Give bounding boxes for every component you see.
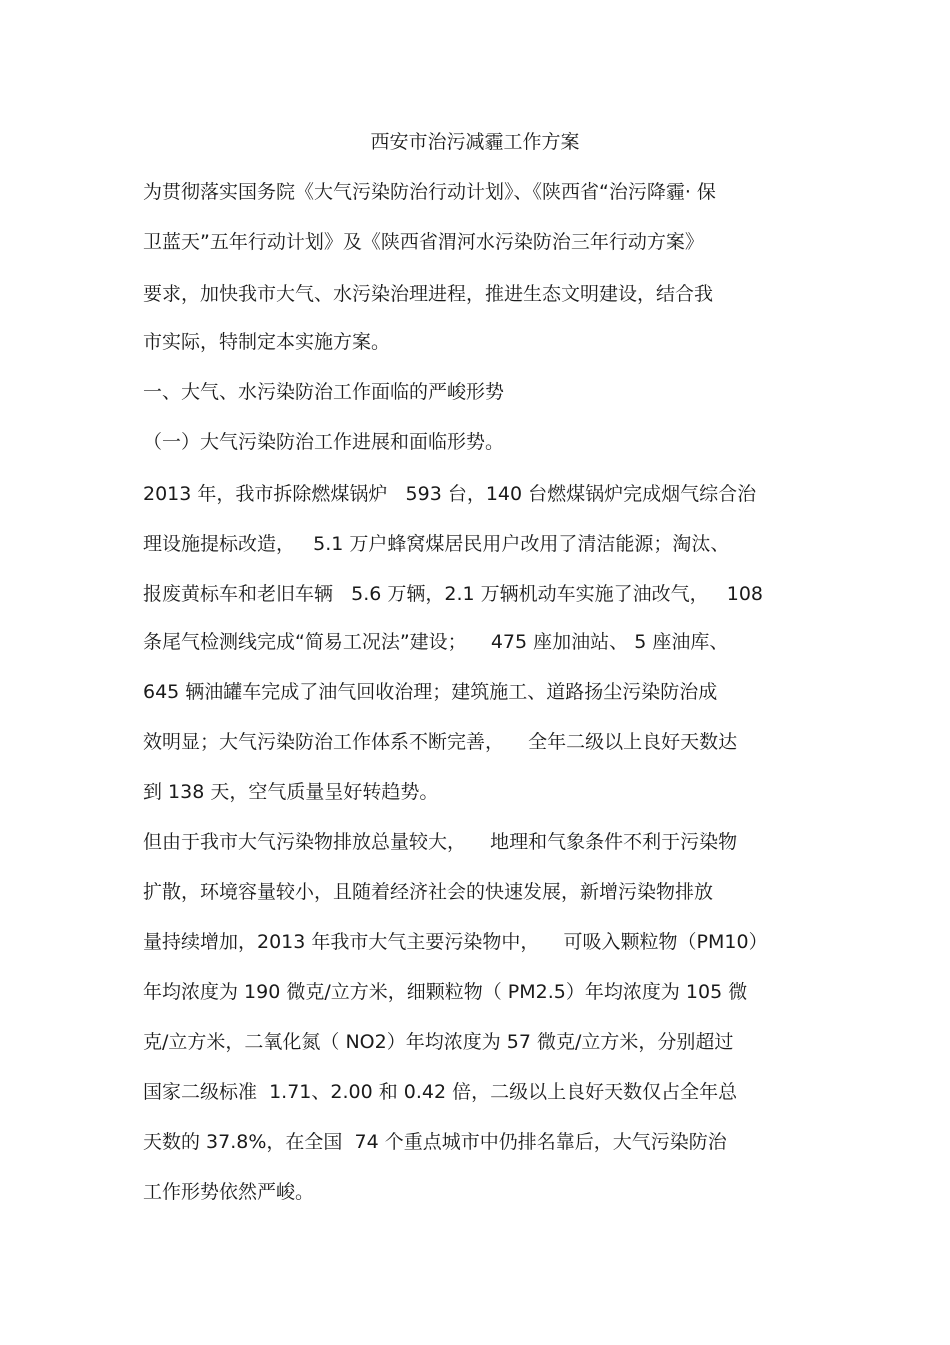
paragraph-line: 到 138 天，空气质量呈好转趋势。 [143,781,439,803]
document-title: 西安市治污减霾工作方案 [370,131,580,153]
paragraph-line: 为贯彻落实国务院《大气污染防治行动计划》、《陕西省“治污降霾· 保 [143,181,716,203]
paragraph-line: 国家二级标准 1.71、2.00 和 0.42 倍，二级以上良好天数仅占全年总 [143,1081,738,1103]
paragraph-line: 但由于我市大气污染物排放总量较大， 地理和气象条件不利于污染物 [143,831,738,853]
paragraph-line: 卫蓝天”五年行动计划》及《陕西省渭河水污染防治三年行动方案》 [143,231,704,253]
paragraph-line: 2013 年，我市拆除燃煤锅炉 593 台，140 台燃煤锅炉完成烟气综合治 [143,483,757,505]
paragraph-line: 645 辆油罐车完成了油气回收治理；建筑施工、道路扬尘污染防治成 [143,681,718,703]
paragraph-line: 克/立方米，二氧化氮（ NO2）年均浓度为 57 微克/立方米，分别超过 [143,1031,734,1053]
paragraph-line: 市实际，特制定本实施方案。 [143,331,391,353]
paragraph-line: 理设施提标改造， 5.1 万户蜂窝煤居民用户改用了清洁能源；淘汰、 [143,533,730,555]
paragraph-line: 报废黄标车和老旧车辆 5.6 万辆，2.1 万辆机动车实施了油改气， 108 [143,583,764,605]
paragraph-line: 天数的 37.8%，在全国 74 个重点城市中仍排名靠后，大气污染防治 [143,1131,727,1153]
section-heading: 一、大气、水污染防治工作面临的严峻形势 [143,381,505,403]
paragraph-line: 工作形势依然严峻。 [143,1181,315,1203]
paragraph-line: 量持续增加，2013 年我市大气主要污染物中， 可吸入颗粒物（PM10） [143,931,768,953]
paragraph-line: 条尾气检测线完成“简易工况法”建设； 475 座加油站、 5 座油库、 [143,631,729,653]
paragraph-line: 要求，加快我市大气、水污染治理进程，推进生态文明建设，结合我 [143,283,714,305]
paragraph-line: 效明显；大气污染防治工作体系不断完善， 全年二级以上良好天数达 [143,731,738,753]
paragraph-line: 扩散，环境容量较小，且随着经济社会的快速发展，新增污染物排放 [143,881,714,903]
subsection-heading: （一）大气污染防治工作进展和面临形势。 [143,431,505,453]
paragraph-line: 年均浓度为 190 微克/立方米，细颗粒物（ PM2.5）年均浓度为 105 微 [143,981,748,1003]
